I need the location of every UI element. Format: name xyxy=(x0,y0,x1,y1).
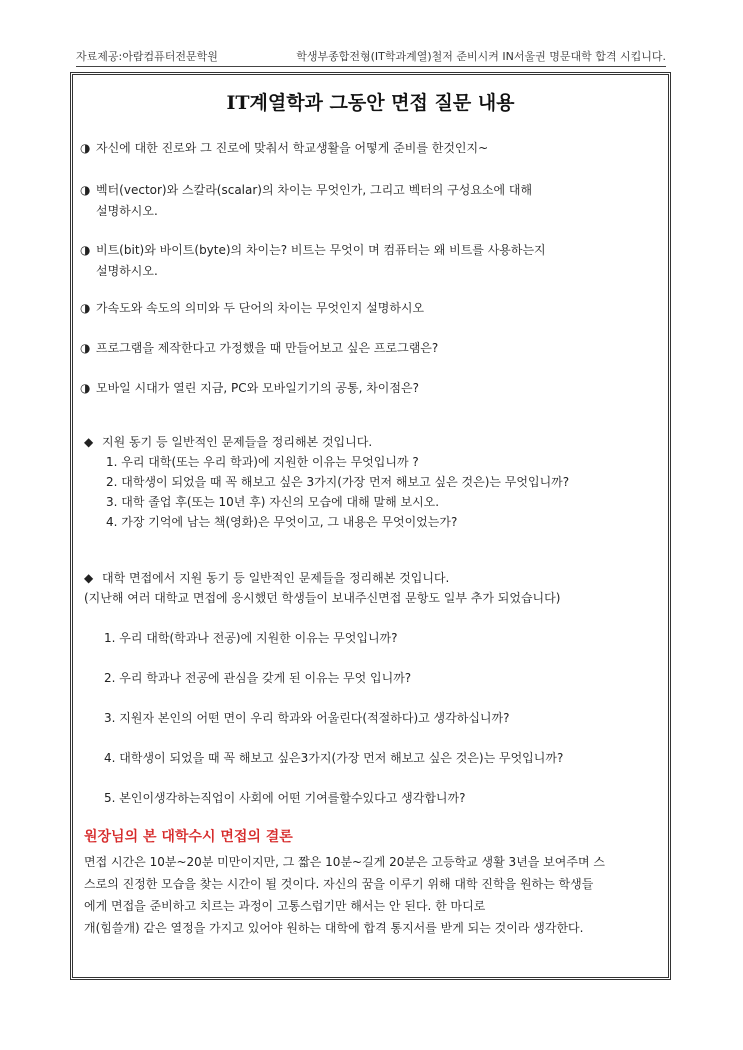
interview-section-heading xyxy=(84,568,449,588)
question-item xyxy=(80,338,438,359)
question-text: 자신에 대한 진로와 그 진로에 맞춰서 학교생활을 어떻게 준비를 한것인지~ xyxy=(96,141,489,155)
half-circle-icon: ◑ xyxy=(80,183,91,197)
conclusion-line: 면접 시간은 10분~20분 미만이지만, 그 짧은 10분~길게 20분은 고등학교 생활 3년을 보여주며 스 xyxy=(84,855,605,869)
header-tagline: 학생부종합전형(IT학과계열)철저 준비시켜 IN서울권 명문대학 합격 시킵니다. xyxy=(296,50,666,63)
question-item xyxy=(80,138,488,159)
interview-item: 2. 우리 학과나 전공에 관심을 갖게 된 이유는 무엇 입니까? xyxy=(104,671,412,685)
conclusion-line: 개(힘쓸개) 같은 열정을 가지고 있어야 원하는 대학에 합격 통지서를 받게 되는 것이라 생각한다. xyxy=(84,921,584,935)
conclusion-line: 에게 면접을 준비하고 치르는 과정이 고통스럽기만 해서는 안 된다. 한 마디로 xyxy=(84,899,486,913)
interview-item: 4. 대학생이 되었을 때 꼭 해보고 싶은3가지(가장 먼저 해보고 싶은 것은)는 무엇입니까? xyxy=(104,751,564,765)
question-text: 벡터(vector)와 스칼라(scalar)의 차이는 무엇인가, 그리고 벡터의 구성요소에 대해 xyxy=(96,183,533,197)
question-text: 비트(bit)와 바이트(byte)의 차이는? 비트는 무엇이 며 컴퓨터는 왜 비트를 사용하는지 xyxy=(96,243,546,257)
section-heading-text: 대학 면접에서 지원 동기 등 일반적인 문제들을 정리해본 것입니다. xyxy=(102,571,450,585)
general-item: 4. 가장 기억에 남는 책(영화)은 무엇이고, 그 내용은 무엇이었는가? xyxy=(106,515,458,529)
question-item xyxy=(80,180,532,222)
diamond-icon: ◆ xyxy=(84,435,94,449)
source-credit: 자료제공:아람컴퓨터전문학원 xyxy=(76,50,218,63)
question-text: 모바일 시대가 열린 지금, PC와 모바일기기의 공통, 차이점은? xyxy=(96,381,419,395)
conclusion-title: 원장님의 본 대학수시 면접의 결론 xyxy=(84,829,293,845)
interview-item: 1. 우리 대학(학과나 전공)에 지원한 이유는 무엇입니까? xyxy=(104,631,398,645)
half-circle-icon: ◑ xyxy=(80,301,91,315)
general-item: 2. 대학생이 되었을 때 꼭 해보고 싶은 3가지(가장 먼저 해보고 싶은 것은)는 무엇입니까? xyxy=(106,475,570,489)
page-header xyxy=(76,48,666,67)
half-circle-icon: ◑ xyxy=(80,243,91,257)
diamond-icon: ◆ xyxy=(84,571,94,585)
question-text-cont: 설명하시오. xyxy=(96,204,158,218)
general-item: 1. 우리 대학(또는 우리 학과)에 지원한 이유는 무엇입니까 ? xyxy=(106,455,419,469)
section-heading-text: 지원 동기 등 일반적인 문제들을 정리해본 것입니다. xyxy=(102,435,373,449)
interview-note: (지난해 여러 대학교 면접에 응시했던 학생들이 보내주신면접 문항도 일부 추가 되었습니다) xyxy=(84,591,561,605)
question-item xyxy=(80,378,419,399)
conclusion-line: 스로의 진정한 모습을 찾는 시간이 될 것이다. 자신의 꿈을 이루기 위해 대학 진학을 원하는 학생들 xyxy=(84,877,594,891)
page-title: IT계열학과 그동안 면접 질문 내용 xyxy=(226,92,515,114)
question-text: 프로그램을 제작한다고 가정했을 때 만들어보고 싶은 프로그램은? xyxy=(96,341,439,355)
question-text: 가속도와 속도의 의미와 두 단어의 차이는 무엇인지 설명하시오 xyxy=(96,301,425,315)
conclusion-body xyxy=(84,851,656,939)
question-item xyxy=(80,298,424,319)
question-text-cont: 설명하시오. xyxy=(96,264,158,278)
interview-item: 3. 지원자 본인의 어떤 면이 우리 학과와 어울린다(적절하다)고 생각하십니까? xyxy=(104,711,510,725)
half-circle-icon: ◑ xyxy=(80,141,91,155)
general-item: 3. 대학 졸업 후(또는 10년 후) 자신의 모습에 대해 말해 보시오. xyxy=(106,495,440,509)
interview-item: 5. 본인이생각하는직업이 사회에 어떤 기여를할수있다고 생각합니까? xyxy=(104,791,466,805)
general-section-heading xyxy=(84,432,372,452)
question-item xyxy=(80,240,546,282)
half-circle-icon: ◑ xyxy=(80,341,91,355)
half-circle-icon: ◑ xyxy=(80,381,91,395)
